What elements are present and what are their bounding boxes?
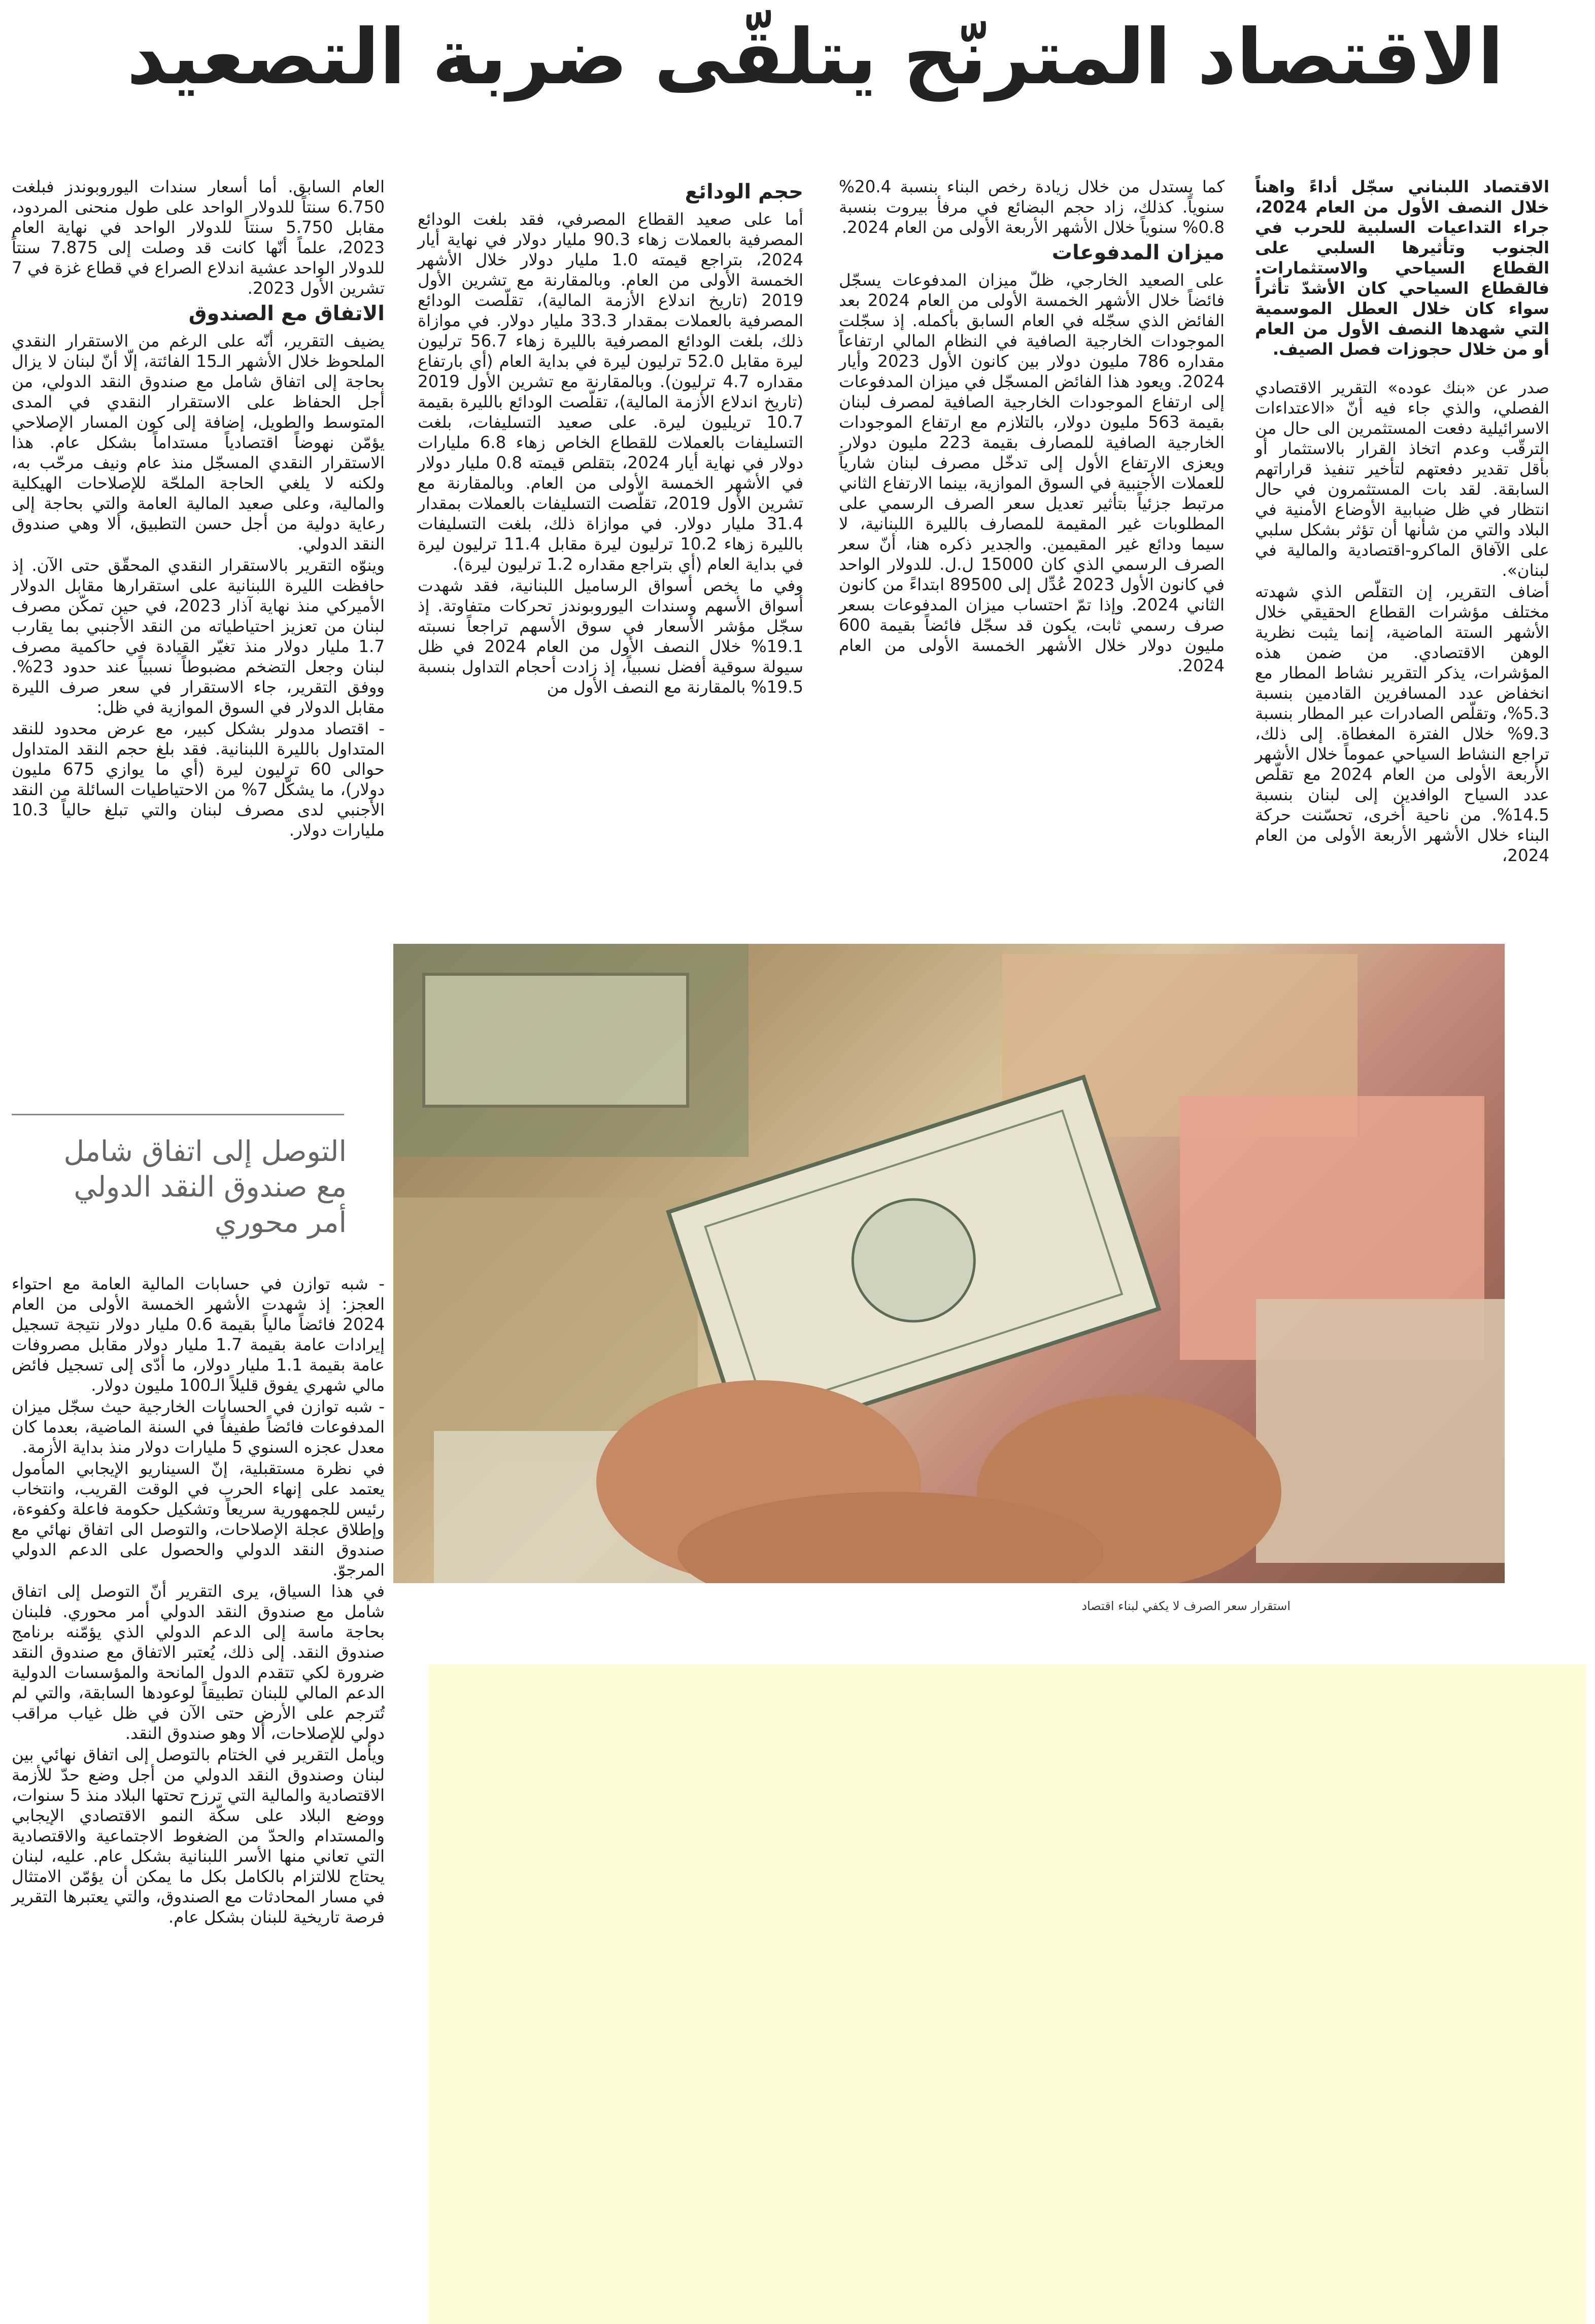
banknotes-illustration	[393, 944, 1505, 1583]
paragraph: على الصعيد الخارجي، ظلّ ميزان المدفوعات يسجّل فائضاً خلال الأشهر الخمسة الأولى من العام 2024 بعد الفائض الذي سجّله في العام السابق بأكمله. إذ سجّلت الموجودات الخارجية الصافية في النظام المالي ارتفاعاً مقداره 786 مليون دولار بين كانون الأول 2023 وأيار 2024. ويعود هذا الفائض المسجّل في ميزان المدفوعات إلى ارتفاع الموجودات الخارجية الصافية لمصرف لبنان بقيمة 563 مليون دولار، بالتلازم مع ارتفاع الموجودات الخارجية الصافية للمصارف بقيمة 223 مليون دولار. ويعزى الارتفاع الأول إلى تدخّل مصرف لبنان شارياً للعملات الأجنبية في السوق الموازية، بينما الارتفاع الثاني مرتبط جزئياً بتأثير تعديل سعر الصرف الرسمي على المطلوبات غير المقيمة للمصارف بالليرة اللبنانية، لا سيما ودائع غير المقيمين. والجدير ذكره هنا، أنّ سعر الصرف الرسمي الذي كان 15000 ل.ل. للدولار الواحد في كانون الأول 2023 عُدِّل إلى 89500 ابتداءً من كانون الثاني 2024. وإذا تمّ احتساب ميزان المدفوعات بسعر صرف رسمي ثابت، يكون قد سجّل فائضاً بقيمة 600 مليون دولار خلال الأشهر الخمسة الأولى من العام 2024.	[839, 270, 1225, 675]
article-column-4	[12, 177, 385, 841]
paragraph: في نظرة مستقبلية، إنّ السيناريو الإيجابي المأمول يعتمد على إنهاء الحرب في الوقت القريب، وانتخاب رئيس للجمهورية سريعاً وتشكيل حكومة فاعلة وكفوءة، وإطلاق عجلة الإصلاحات، والتوصل الى اتفاق نهائي مع صندوق النقد الدولي والحصول على الدعم الدولي المرجوّ.	[12, 1459, 385, 1580]
lead-paragraph: الاقتصاد اللبناني سجّل أداءً واهناً خلال النصف الأول من العام 2024، جراء التداعيات السلبية للحرب في الجنوب وتأثيرها السلبي على القطاع السياحي والاستثمارات. فالقطاع السياحي كان الأشدّ تأثراً سواء كان خلال العطل الموسمية التي شهدها النصف الأول من العام أو من خلال حجوزات فصل الصيف.	[1255, 177, 1549, 359]
pull-quote-line: التوصل إلى اتفاق شامل	[63, 1135, 347, 1168]
paragraph: أما على صعيد القطاع المصرفي، فقد بلغت الودائع المصرفية بالعملات زهاء 90.3 مليار دولار في نهاية أيار 2024، بتراجع قيمته 1.0 مليار دولار خلال الأشهر الخمسة الأولى من العام. وبالمقارنة مع تشرين الأول 2019 (تاريخ اندلاع الأزمة المالية)، تقلّصت الودائع المصرفية بالعملات بمقدار 33.3 مليار دولار. في موازاة ذلك، بلغت الودائع المصرفية بالليرة زهاء 56.7 ترليون ليرة مقابل 52.0 ترليون ليرة في بداية العام (أي بارتفاع مقداره 4.7 ترليون). وبالمقارنة مع تشرين الأول 2019 (تاريخ اندلاع الأزمة المالية)، تقلّصت الودائع بالليرة بقيمة 10.7 تريليون ليرة. على صعيد التسليفات، بلغت التسليفات بالعملات للقطاع الخاص زهاء 6.8 مليارات دولار في نهاية أيار 2024، بتقلص قيمته 0.8 مليار دولار في الأشهر الخمسة الأولى من العام. وبالمقارنة مع تشرين الأول 2019، تقلّصت التسليفات بالعملات بمقدار 31.4 مليار دولار. في موازاة ذلك، بلغت التسليفات بالليرة زهاء 10.2 ترليون ليرة مقابل 11.4 ترليون ليرة في بداية العام (أي بتراجع مقداره 1.2 ترليون ليرة).	[418, 210, 803, 574]
paragraph: وينوّه التقرير بالاستقرار النقدي المحقّق حتى الآن. إذ حافظت الليرة اللبنانية على استقرارها مقابل الدولار الأميركي منذ نهاية آذار 2023، في حين تمكّن مصرف لبنان من تعزيز احتياطياته من النقد الأجنبي بما يقارب 1.7 مليار دولار منذ تغيّر القيادة في حاكمية مصرف لبنان وجعل التضخم مضبوطاً نسبياً عند حدود 23%. ووفق التقرير، جاء الاستقرار في سعر صرف الليرة مقابل الدولار في السوق الموازية في ظل:	[12, 556, 385, 717]
banknotes-photo	[393, 944, 1505, 1583]
ad-space	[429, 1664, 1586, 2324]
pull-quote-line: مع صندوق النقد الدولي	[74, 1171, 347, 1204]
pull-quote-rule	[12, 1114, 344, 1115]
paragraph: يضيف التقرير، أنّه على الرغم من الاستقرار النقدي الملحوظ خلال الأشهر الـ15 الفائتة، إلّا أنّ لبنان لا يزال بحاجة إلى اتفاق شامل مع صندوق النقد الدولي، من أجل الحفاظ على الاستقرار النقدي في المدى المتوسط والطويل، إضافة إلى كون المسار الإصلاحي يؤمّن نهوضاً اقتصادياً مستداماً بشكل عام. هذا الاستقرار النقدي المسجّل منذ عام ونيف مرحّب به، ولكنه لا يلغي الحاجة الملحّة للإصلاحات الهيكلية والمالية، وعلى صعيد المالية العامة والتي بحاجة إلى رعاية دولية من أجل حسن التطبيق، ألا وهي صندوق النقد الدولي.	[12, 331, 385, 554]
article-column-1	[1255, 177, 1549, 867]
paragraph: ويأمل التقرير في الختام بالتوصل إلى اتفاق نهائي بين لبنان وصندوق النقد الدولي من أجل وضع حدّ للأزمة الاقتصادية والمالية التي ترزح تحتها البلاد منذ 5 سنوات، ووضع البلاد على سكّة النمو الاقتصادي الإيجابي والمستدام والحدّ من الضغوط الاجتماعية والاقتصادية التي تعاني منها الأسر اللبنانية بشكل عام. عليه، لبنان يحتاج للالتزام بالكامل بكل ما يمكن أن يؤمّن الامتثال في مسار المحادثات مع الصندوق، والتي يعتبرها التقرير فرصة تاريخية للبنان بشكل عام.	[12, 1745, 385, 1927]
paragraph: أضاف التقرير، إن التقلّص الذي شهدته مختلف مؤشرات القطاع الحقيقي خلال الأشهر الستة الماضية، إنما يثبت نظرية الوهن الاقتصادي. من ضمن هذه المؤشرات، يذكر التقرير نشاط المطار مع انخفاض عدد المسافرين القادمين بنسبة 5.3%، وتقلّص الصادرات عبر المطار بنسبة 9.3% خلال الفترة المغطاة. إلى ذلك، تراجع النشاط السياحي عموماً خلال الأشهر الأربعة الأولى من العام 2024 مع تقلّص عدد السياح الوافدين إلى لبنان بنسبة 14.5%. من ناحية أخرى، تحسّنت حركة البناء خلال الأشهر الأربعة الأولى من العام 2024،	[1255, 582, 1549, 865]
article-column-3	[418, 177, 803, 698]
section-heading-deposits: حجم الودائع	[685, 180, 803, 203]
paragraph: العام السابق. أما أسعار سندات اليوروبوندز فبلغت 6.750 سنتاً للدولار الواحد على طول منحنى المردود، مقابل 5.750 سنتاً للدولار الواحد في نهاية العام 2023، علماً أنّها كانت قد وصلت إلى 7.875 سنتاً للدولار الواحد عشية اندلاع الصراع في قطاع غزة في 7 تشرين الأول 2023.	[12, 177, 385, 298]
article-column-2	[839, 177, 1225, 677]
paragraph: - شبه توازن في الحسابات الخارجية حيث سجّل ميزان المدفوعات فائضاً طفيفاً في السنة الماضية، بعدما كان معدل عجزه السنوي 5 مليارات دولار منذ بداية الأزمة.	[12, 1397, 385, 1457]
section-heading-imf-agreement: الاتفاق مع الصندوق	[188, 302, 385, 325]
pull-quote-line: أمر محوري	[214, 1206, 347, 1239]
article-column-4-continued	[12, 1274, 385, 1928]
paragraph: صدر عن «بنك عوده» التقرير الاقتصادي الفصلي، والذي جاء فيه أنّ «الاعتداءات الاسرائيلية دفعت المستثمرين الى حال من الترقّب وعدم اتخاذ القرار بالاستثمار أو بأقل تقدير دفعتهم لتأخير تنفيذ قراراتهم السابقة. لقد بات المستثمرون في حال انتظار في ظل ضبابية الأوضاع الأمنية في البلاد والتي من شأنها أن تؤثر بشكل سلبي على الآفاق الماكرو-اقتصادية والمالية في لبنان».	[1255, 378, 1549, 580]
paragraph: في هذا السياق، يرى التقرير أنّ التوصل إلى اتفاق شامل مع صندوق النقد الدولي أمر محوري. فلبنان بحاجة ماسة إلى الدعم الدولي الذي يؤمّنه برنامج صندوق النقد. إلى ذلك، يُعتبر الاتفاق مع صندوق النقد ضرورة لكي تتقدم الدول المانحة والمؤسسات الدولية الدعم المالي للبنان تطبيقاً لوعودها السابقة، والتي لم تُترجم على الأرض حتى الآن في ظل غياب مراقب دولي للإصلاحات، ألا وهو صندوق النقد.	[12, 1582, 385, 1743]
section-heading-balance-of-payments: ميزان المدفوعات	[1051, 241, 1225, 264]
pull-quote	[12, 1134, 347, 1241]
headline: الاقتصاد المترنّح يتلقّى ضربة التصعيد	[126, 13, 1504, 101]
paragraph: - شبه توازن في حسابات المالية العامة مع احتواء العجز: إذ شهدت الأشهر الخمسة الأولى من العام 2024 فائضاً مالياً بقيمة 0.6 مليار دولار نتيجة تسجيل إيرادات عامة بقيمة 1.7 مليار دولار مقابل مصروفات عامة بقيمة 1.1 مليار دولار، ما أدّى إلى تسجيل فائض مالي شهري يفوق قليلاً الـ100 مليون دولار.	[12, 1274, 385, 1395]
paragraph: كما يستدل من خلال زيادة رخص البناء بنسبة 20.4% سنوياً. كذلك، زاد حجم البضائع في مرفأ بيروت بنسبة 0.8% سنوياً خلال الأشهر الأربعة الأولى من العام 2024.	[839, 177, 1225, 237]
paragraph: - اقتصاد مدولر بشكل كبير، مع عرض محدود للنقد المتداول بالليرة اللبنانية. فقد بلغ حجم النقد المتداول حوالى 60 ترليون ليرة (أي ما يوازي 675 مليون دولار)، ما يشكّل 7% من الاحتياطيات السائلة من النقد الأجنبي لدى مصرف لبنان والتي تبلغ حالياً 10.3 مليارات دولار.	[12, 719, 385, 840]
paragraph: وفي ما يخص أسواق الرساميل اللبنانية، فقد شهدت أسواق الأسهم وسندات اليوروبوندز تحركات متفاوتة. إذ سجّل مؤشر الأسعار في سوق الأسهم تراجعاً نسبته 19.1% خلال النصف الأول من العام 2024 في ظل سيولة سوقية أفضل نسبياً، إذ زادت أحجام التداول بنسبة 19.5% بالمقارنة مع النصف الأول من	[418, 576, 803, 697]
photo-caption: استقرار سعر الصرف لا يكفي لبناء اقتصاد	[1081, 1599, 1291, 1613]
